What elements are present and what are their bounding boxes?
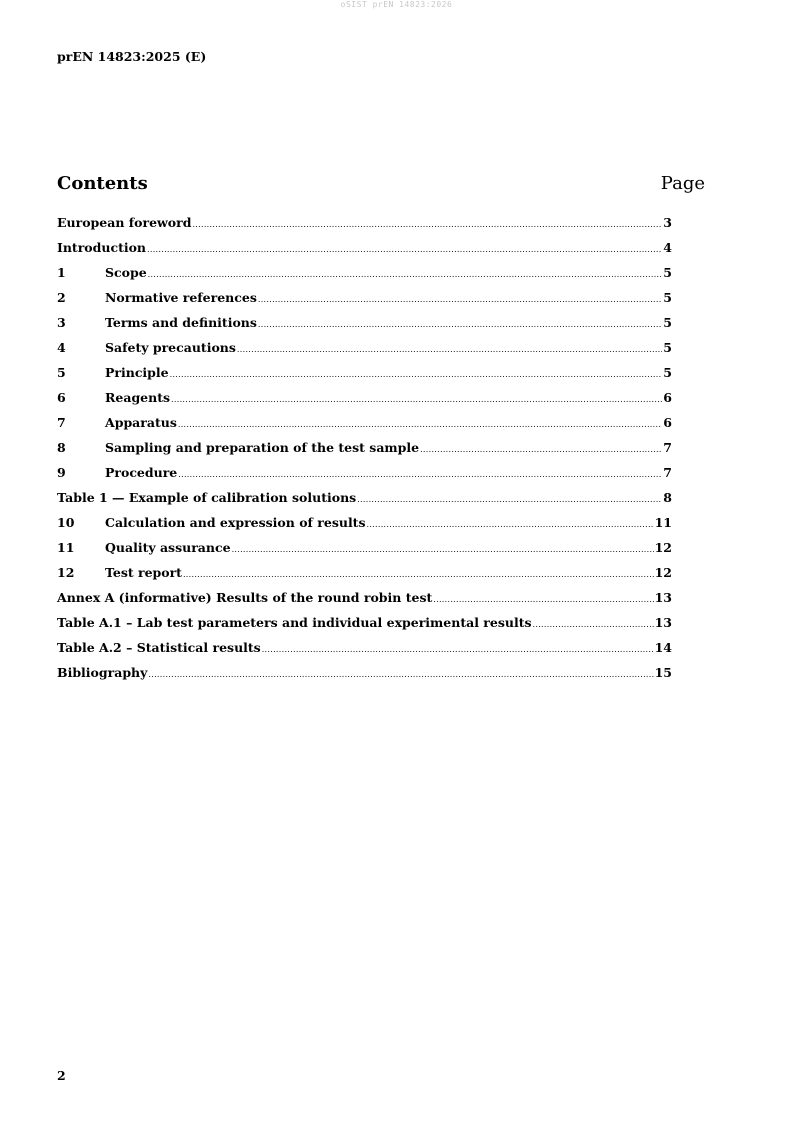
toc-entry-title[interactable]: Introduction xyxy=(57,240,147,255)
toc-entry[interactable] xyxy=(57,215,672,240)
toc-dot-leader xyxy=(420,445,662,454)
page-number: 2 xyxy=(57,1068,66,1083)
toc-entry-page[interactable]: 14 xyxy=(654,640,672,655)
toc-dot-leader xyxy=(178,420,662,429)
toc-entry-page[interactable]: 15 xyxy=(654,665,672,680)
toc-entry[interactable] xyxy=(57,665,672,690)
toc-entry[interactable] xyxy=(57,565,672,590)
toc-entry-title[interactable]: Principle xyxy=(105,365,169,380)
toc-dot-leader xyxy=(192,220,662,229)
document-id: prEN 14823:2025 (E) xyxy=(57,49,207,64)
toc-entry-title[interactable]: Quality assurance xyxy=(105,540,231,555)
toc-entry-number: 11 xyxy=(57,540,75,555)
toc-entry-title[interactable]: Scope xyxy=(105,265,147,280)
toc-dot-leader xyxy=(258,320,662,329)
toc-entry-page[interactable]: 6 xyxy=(663,390,672,405)
toc-entry-number: 3 xyxy=(57,315,66,330)
toc-entry-page[interactable]: 13 xyxy=(654,590,672,605)
toc-entry[interactable] xyxy=(57,340,672,365)
toc-dot-leader xyxy=(170,370,663,379)
toc-entry[interactable] xyxy=(57,290,672,315)
toc-entry[interactable] xyxy=(57,490,672,515)
toc-entry-title[interactable]: Bibliography xyxy=(57,665,148,680)
toc-entry-number: 7 xyxy=(57,415,66,430)
toc-entry-page[interactable]: 8 xyxy=(663,490,672,505)
toc-entry-number: 9 xyxy=(57,465,66,480)
toc-entry-number: 5 xyxy=(57,365,66,380)
toc-entry-page[interactable]: 7 xyxy=(663,440,672,455)
toc-entry-number: 4 xyxy=(57,340,66,355)
toc-entry[interactable] xyxy=(57,265,672,290)
toc-entry-page[interactable]: 6 xyxy=(663,415,672,430)
toc-dot-leader xyxy=(258,295,662,304)
toc-entry-page[interactable]: 5 xyxy=(663,265,672,280)
toc-entry-title[interactable]: Calculation and expression of results xyxy=(105,515,366,530)
toc-dot-leader xyxy=(178,470,662,479)
contents-heading: Contents xyxy=(57,173,148,194)
toc-entry-page[interactable]: 4 xyxy=(663,240,672,255)
toc-entry-page[interactable]: 7 xyxy=(663,465,672,480)
toc-entry-title[interactable]: Normative references xyxy=(105,290,257,305)
toc-dot-leader xyxy=(433,595,653,604)
toc-entry[interactable] xyxy=(57,240,672,265)
toc-entry-page[interactable]: 5 xyxy=(663,365,672,380)
toc-dot-leader xyxy=(148,670,653,679)
toc-entry-page[interactable]: 5 xyxy=(663,340,672,355)
toc-entry-number: 6 xyxy=(57,390,66,405)
toc-entry[interactable] xyxy=(57,440,672,465)
toc-entry-page[interactable]: 3 xyxy=(663,215,672,230)
toc-dot-leader xyxy=(171,395,662,404)
toc-entry-title[interactable]: Sampling and preparation of the test sample xyxy=(105,440,420,455)
toc-entry[interactable] xyxy=(57,365,672,390)
toc-entry-title[interactable]: Annex A (informative) Results of the round robin test xyxy=(57,590,433,605)
toc-entry-page[interactable]: 5 xyxy=(663,315,672,330)
toc-entry-title[interactable]: Terms and definitions xyxy=(105,315,257,330)
toc-entry[interactable] xyxy=(57,540,672,565)
toc-entry-page[interactable]: 5 xyxy=(663,290,672,305)
toc-entry-page[interactable]: 11 xyxy=(654,515,672,530)
toc-entry[interactable] xyxy=(57,615,672,640)
toc-entry[interactable] xyxy=(57,515,672,540)
toc-entry[interactable] xyxy=(57,465,672,490)
toc-dot-leader xyxy=(237,345,662,354)
toc-dot-leader xyxy=(533,620,654,629)
toc-entry[interactable] xyxy=(57,315,672,340)
toc-entry-title[interactable]: Table 1 — Example of calibration solutions xyxy=(57,490,357,505)
watermark: oSIST prEN 14823:2026 xyxy=(340,0,453,9)
table-of-contents xyxy=(57,215,672,690)
toc-dot-leader xyxy=(232,545,654,554)
toc-entry-number: 12 xyxy=(57,565,75,580)
toc-entry-title[interactable]: Reagents xyxy=(105,390,171,405)
page-column-label: Page xyxy=(660,173,705,194)
toc-dot-leader xyxy=(147,245,662,254)
toc-entry-title[interactable]: Test report xyxy=(105,565,182,580)
toc-dot-leader xyxy=(183,570,654,579)
toc-entry-number: 1 xyxy=(57,265,66,280)
toc-entry[interactable] xyxy=(57,390,672,415)
toc-entry-page[interactable]: 12 xyxy=(654,565,672,580)
toc-entry-title[interactable]: Procedure xyxy=(105,465,178,480)
toc-entry-number: 2 xyxy=(57,290,66,305)
toc-entry-title[interactable]: European foreword xyxy=(57,215,192,230)
toc-entry-title[interactable]: Apparatus xyxy=(105,415,177,430)
toc-entry[interactable] xyxy=(57,640,672,665)
toc-entry-number: 10 xyxy=(57,515,75,530)
toc-entry[interactable] xyxy=(57,415,672,440)
toc-entry-title[interactable]: Table A.1 – Lab test parameters and individual experimental results xyxy=(57,615,532,630)
toc-dot-leader xyxy=(367,520,654,529)
toc-entry-title[interactable]: Table A.2 – Statistical results xyxy=(57,640,261,655)
toc-dot-leader xyxy=(262,645,654,654)
toc-entry-number: 8 xyxy=(57,440,66,455)
toc-entry-page[interactable]: 13 xyxy=(654,615,672,630)
toc-entry-page[interactable]: 12 xyxy=(654,540,672,555)
toc-entry-title[interactable]: Safety precautions xyxy=(105,340,236,355)
toc-dot-leader xyxy=(357,495,662,504)
toc-entry[interactable] xyxy=(57,590,672,615)
toc-dot-leader xyxy=(148,270,663,279)
